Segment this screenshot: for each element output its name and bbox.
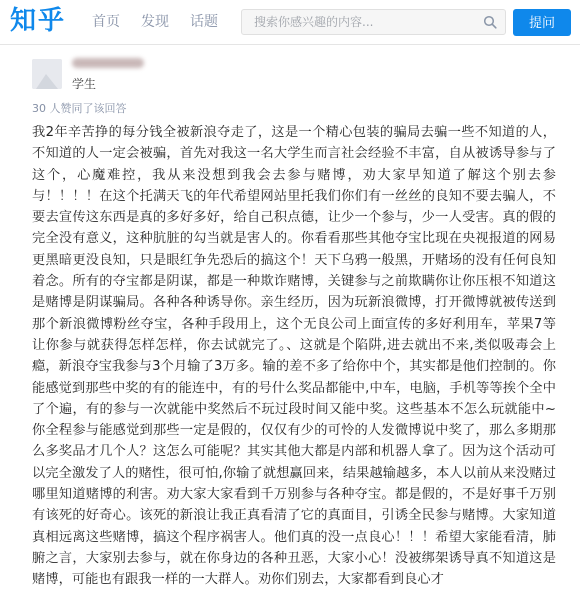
ask-question-button[interactable]: 提问: [513, 9, 571, 36]
author-bio: 学生: [72, 77, 97, 91]
vote-count[interactable]: 30 人赞同了该回答: [32, 102, 127, 115]
author-name-redacted[interactable]: [72, 58, 144, 68]
answer-card: [24, 52, 556, 588]
nav-topics[interactable]: 话题: [190, 14, 218, 30]
search-box: [241, 9, 506, 35]
top-bar: [0, 0, 580, 45]
answer-author: [24, 52, 556, 94]
nav-discover[interactable]: 发现: [141, 14, 169, 30]
answer-paragraph: 我2年辛苦挣的每分钱全被新浪夺走了，这是一个精心包装的骗局去骗一些不知道的人，不知道的人一定会被骗，首先对我这一名大学生而言社会经验不丰富，自从被诱导参与了这个，心魔难控，我从来没想到我会去参与赌博，劝大家早知道了解这个别去参与！！！！在这个托满天飞的年代希望网站里托我们你们有一丝丝的良知不要去骗人，不要去宣传这东西是真的多好多好，给自己积点德，让少一个参与，少一人受害。真的假的完全没有意义，这种肮脏的勾当就是害人的。你看看那些其他夺宝比现在央视报道的网易更黑暗更没良知，只是眼红争先恐后的搞这个！天下乌鸦一般黑，开赌场的没有任何良知着念。所有的夺宝都是阴谋，都是一种欺诈赌博，关键参与之前欺瞒你让你压根不知道这是赌博是阴谋骗局。各种各种诱导你。亲生经历，因为玩新浪微博，打开微博就被传送到那个新浪微博粉丝夺宝，各种手段用上，这个无良公司上面宣传的多好利用车，苹果7等让你参与就获得怎样怎样，你去试就完了。、这就是个陷阱,进去就出不来,类似吸毒会上瘾，新浪夺宝我参与3个月输了3万多。输的差不多了给你中个，其实都是他们控制的。你能感觉到那些中奖的有的能连中，有的号什么奖品都能中,中车，电脑，手机等等挨个全中了个遍，有的参与一次就能中奖然后不玩过段时间又能中奖。这些基本不怎么玩就能中~你全程参与能感觉到那些一定是假的，仅仅有少的可怜的人发微博说中奖了，那么多期那么多奖品才几个人？这怎么可能呢？其实其他大都是内部和机器人拿了。因为这个活动可以完全激发了人的赌性，很可怕,你输了就想赢回来，结果越输越多，本人以前从来没赌过哪里知道赌博的利害。劝大家大家看到千万别参与各种夺宝。都是假的，不是好事千万别有该死的好奇心。该死的新浪让我正真看清了它的真面目，引诱全民参与赌博。大家知道真相远离这些赌博，搞这个程序祸害人。他们真的没一点良心！！！希望大家能看清，肺腑之言，大家别去参与，就在你身边的各种丑恶，大家小心！没被绑架诱导真不知道这是赌博，可能也有跟我一样的一大群人。劝你们别去，大家都看到良心才: [32, 125, 556, 588]
answer-content: [32, 122, 556, 591]
avatar[interactable]: [32, 59, 62, 89]
nav-home[interactable]: 首页: [92, 14, 120, 30]
search-input[interactable]: [242, 10, 482, 34]
zhihu-logo[interactable]: 知乎: [10, 6, 67, 36]
default-avatar-icon: [32, 59, 62, 89]
search-icon[interactable]: [483, 15, 497, 29]
